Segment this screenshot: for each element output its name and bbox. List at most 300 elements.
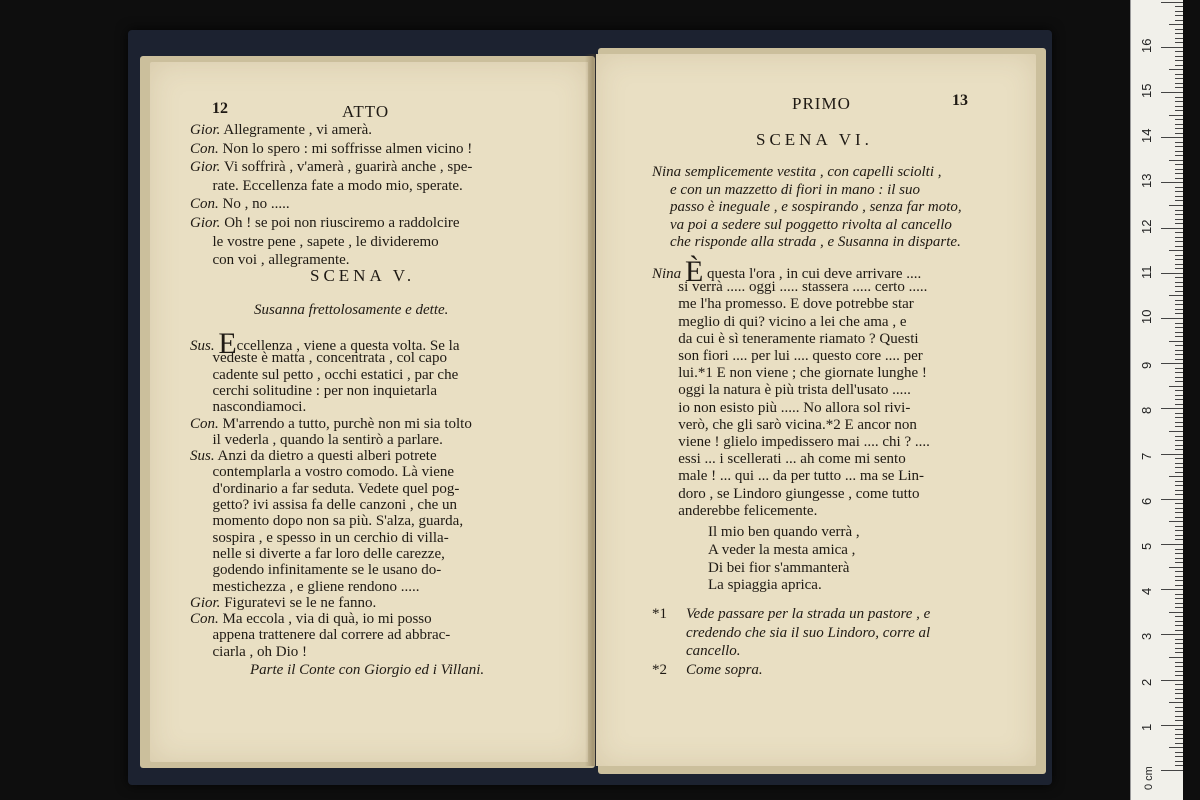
footnote-line [652,606,930,623]
speaker-name: Con. [190,196,219,213]
line-text: viene ! glielo impedissero mai .... chi ? .... [652,434,930,450]
text-line [652,382,911,399]
ruler-tick [1175,689,1183,690]
ruler-tick [1175,354,1183,355]
line-text: Allegramente , vi amerà. [220,122,373,138]
line-text: Anzi da dietro a questi alberi potrete [214,448,437,465]
text-line [190,530,449,547]
ruler-tick [1175,377,1183,378]
ruler-tick [1175,738,1183,739]
ruler-tick [1175,359,1183,360]
text-line [190,464,454,481]
ruler-tick [1175,404,1183,405]
drop-capital: E [218,327,237,360]
ruler-tick [1175,562,1183,563]
speaker-name: Sus. [190,448,215,465]
ruler-tick [1175,97,1183,98]
footnote-marker: *1 [652,606,667,622]
ruler-tick [1175,594,1183,595]
ruler-tick [1175,11,1183,12]
ruler-tick [1175,580,1183,581]
ruler-number: 9 [1139,361,1154,370]
text-line [190,627,450,644]
ruler-tick [1161,544,1183,545]
ruler-tick [1161,273,1183,274]
page-number: 13 [952,92,968,109]
ruler-tick [1175,300,1183,301]
text-line [652,314,907,331]
text-line [190,481,459,498]
text-line [652,348,923,365]
text-line: La spiaggia aprica. [708,577,822,594]
ruler-tick [1175,304,1183,305]
ruler-tick [1175,191,1183,192]
ruler-tick [1175,187,1183,188]
ruler-tick [1175,282,1183,283]
line-text: con voi , allegramente. [190,252,350,269]
text-line [190,122,372,139]
text-line [190,448,437,465]
ruler-tick [1161,499,1183,500]
ruler-tick [1175,440,1183,441]
text-line [652,486,919,503]
text-line [190,416,472,433]
ruler-tick [1175,241,1183,242]
ruler-tick [1175,101,1183,102]
ruler-tick [1169,431,1183,432]
ruler-tick [1175,684,1183,685]
line-text: cerchi solitudine : per non inquietarla [190,382,438,399]
ruler-tick [1175,74,1183,75]
ruler-tick [1175,83,1183,84]
running-head: PRIMO [792,94,851,113]
ruler-tick [1175,517,1183,518]
ruler-number: 16 [1139,38,1154,53]
ruler-tick [1175,553,1183,554]
line-text: appena trattenere dal correre ad abbrac- [190,627,451,644]
ruler-tick [1175,693,1183,694]
ruler-tick [1175,734,1183,735]
text-line [652,365,927,382]
ruler-number: 10 [1139,309,1154,324]
ruler-tick [1175,549,1183,550]
ruler-tick [1175,436,1183,437]
ruler-tick [1175,246,1183,247]
ruler-number: 14 [1139,128,1154,144]
ruler-tick [1175,381,1183,382]
page-number: 12 [212,100,228,117]
ruler-tick [1175,313,1183,314]
ruler-tick [1175,327,1183,328]
text-line [190,562,441,579]
left-page [150,62,588,762]
ruler-number: 13 [1139,173,1154,189]
ruler-tick [1175,458,1183,459]
text-line: passo è ineguale , e sospirando , senza far moto, [670,199,962,215]
line-text: anderebbe felicemente. [652,502,818,519]
footnote-text: credendo che sia il suo Lindoro, corre al [686,624,931,641]
ruler-tick [1175,372,1183,373]
ruler-tick [1175,503,1183,504]
ruler-tick [1175,219,1183,220]
ruler-tick [1175,761,1183,762]
ruler-tick [1175,78,1183,79]
ruler-tick [1169,521,1183,522]
ruler-tick [1175,173,1183,174]
ruler-tick [1175,60,1183,61]
text-line [652,468,924,485]
ruler-tick [1161,770,1183,771]
ruler-tick [1161,680,1183,681]
line-text: le vostre pene , sapete , le divideremo [190,233,439,250]
line-text: momento dopo non sa più. S'alza, guarda, [190,513,464,530]
ruler-number: 3 [1139,633,1154,641]
ruler-tick [1175,390,1183,391]
ruler-tick [1175,178,1183,179]
text-line [190,399,306,416]
footnote-marker: *2 [652,661,667,678]
ruler-tick [1175,291,1183,292]
ruler-tick [1175,42,1183,43]
ruler-tick [1175,6,1183,7]
speaker-name: Nina [652,266,682,282]
text-line [190,432,443,449]
text-line [652,451,906,468]
ruler-tick [1175,214,1183,215]
ruler-tick [1175,119,1183,120]
ruler-tick [1175,625,1183,626]
text-line [190,579,420,596]
stage-direction: Susanna frettolosamente e dette. [254,302,449,318]
ruler-tick [1175,332,1183,333]
ruler-tick [1161,318,1183,319]
line-text: mestichezza , e gliene rendono ..... [190,578,420,595]
ruler-number: 7 [1139,452,1154,460]
ruler-tick [1161,363,1183,364]
ruler-tick [1175,164,1183,165]
text-line: Nina semplicemente vestita , con capelli sciolti , [652,164,942,180]
text-line: Il mio ben quando verrà , [708,524,860,540]
ruler-tick [1175,399,1183,400]
ruler-tick [1175,286,1183,287]
ruler-tick [1161,92,1183,93]
ruler-tick [1175,33,1183,34]
ruler-tick [1175,142,1183,143]
ruler-tick [1161,137,1183,138]
text-line [652,417,917,434]
ruler-tick [1175,671,1183,672]
ruler-tick [1175,616,1183,617]
ruler-tick [1175,413,1183,414]
ruler-tick [1175,716,1183,717]
speaker-name: Gior. [190,159,221,176]
ruler-tick [1161,228,1183,229]
text-line [652,503,817,520]
speaker-name: Con. [190,140,219,157]
ruler-tick [1175,639,1183,640]
speaker-name: Gior. [190,122,221,138]
ruler-tick [1175,707,1183,708]
ruler-tick [1175,368,1183,369]
line-text: cadente sul petto , occhi estatici , par che [190,366,459,383]
ruler-tick [1161,634,1183,635]
ruler-tick [1175,277,1183,278]
ruler-tick [1175,485,1183,486]
ruler-tick [1175,675,1183,676]
ruler-tick [1175,643,1183,644]
line-text: da cui è sì teneramente riamato ? Questi [652,330,919,347]
ruler-tick [1175,607,1183,608]
footnote-line [652,625,930,642]
ruler-tick [1175,106,1183,107]
ruler-tick [1175,539,1183,540]
ruler-number: 5 [1139,542,1154,550]
ruler-tick [1175,426,1183,427]
speaker-name: Con. [190,415,219,432]
ruler-tick [1161,47,1183,48]
text-line [190,367,458,384]
line-text: ccellenza , viene a questa volta. Se la [236,338,460,354]
line-text: Figuratevi se le ne fanno. [220,594,377,611]
ruler-tick [1175,56,1183,57]
ruler-tick [1169,476,1183,477]
measuring-ruler [1130,0,1183,800]
ruler-tick [1175,151,1183,152]
ruler-tick [1161,589,1183,590]
ruler-tick [1175,652,1183,653]
ruler-tick [1175,576,1183,577]
ruler-tick [1175,345,1183,346]
ruler-tick [1175,630,1183,631]
ruler-tick [1175,232,1183,233]
ruler-tick [1175,196,1183,197]
ruler-tick [1169,295,1183,296]
ruler-tick [1175,526,1183,527]
ruler-tick [1175,467,1183,468]
ruler-tick [1175,481,1183,482]
ruler-tick [1161,182,1183,183]
ruler-tick [1169,24,1183,25]
text-line [190,178,463,195]
ruler-tick [1161,408,1183,409]
text-line [190,546,445,563]
line-text: Vi soffrirà , v'amerà , guarirà anche , spe- [220,159,473,176]
ruler-tick [1169,205,1183,206]
ruler-tick [1175,210,1183,211]
ruler-tick [1175,756,1183,757]
text-line [652,400,910,417]
text-line [190,513,463,530]
speaker-name: Con. [190,611,219,628]
drop-capital: È [684,255,704,288]
line-text: Oh ! se poi non riusciremo a raddolcire [220,215,460,231]
ruler-tick [1175,752,1183,753]
speaker-name: Gior. [190,215,221,231]
ruler-tick [1175,15,1183,16]
ruler-tick [1161,2,1183,3]
ruler-tick [1175,585,1183,586]
ruler-number: 15 [1139,83,1154,98]
ruler-tick [1175,51,1183,52]
ruler-tick [1175,169,1183,170]
text-line [190,350,447,367]
ruler-tick [1175,720,1183,721]
line-text: d'ordinario a far seduta. Vedete quel pog- [190,480,460,497]
ruler-tick [1175,128,1183,129]
speaker-name: Gior. [190,594,221,611]
ruler-tick [1175,29,1183,30]
line-text: questa l'ora , in cui deve arrivare .... [703,266,922,282]
ruler-tick [1175,417,1183,418]
line-text: nelle si diverte a far loro delle carezze, [190,545,445,562]
ruler-tick [1169,250,1183,251]
ruler-tick [1175,237,1183,238]
text-line [190,234,439,251]
ruler-tick [1175,255,1183,256]
ruler-tick [1161,725,1183,726]
footnote-text: Vede passare per la strada un pastore , e [686,606,931,622]
text-line [190,595,376,612]
text-line [652,279,927,296]
line-text: lui.*1 E non viene ; che giornate lunghe ! [652,365,927,382]
ruler-tick [1175,621,1183,622]
text-line [190,497,457,514]
ruler-tick [1169,160,1183,161]
ruler-tick [1175,146,1183,147]
speaker-name: Sus. [190,338,215,354]
line-text: Ma eccola , via di quà, io mi posso [218,611,432,628]
text-line [652,434,930,451]
ruler-number: 11 [1139,265,1154,279]
ruler-tick [1175,200,1183,201]
ruler-tick [1175,323,1183,324]
text-line [190,215,460,232]
line-text: getto? ivi assisa fa delle canzoni , che un [190,497,457,513]
text-line [190,383,437,400]
ruler-tick [1175,309,1183,310]
ruler-tick [1169,702,1183,703]
ruler-tick [1175,350,1183,351]
ruler-tick [1175,259,1183,260]
text-line: Di bei fior s'ammanterà [708,559,850,576]
line-text: io non esisto più ..... No allora sol rivi- [652,399,911,416]
ruler-tick [1175,530,1183,531]
footnote-text: cancello. [686,643,741,659]
exit-direction: Parte il Conte con Giorgio ed i Villani. [250,662,485,678]
line-text: meglio di qui? vicino a lei che ama , e [652,313,907,330]
ruler-tick [1175,223,1183,224]
ruler-tick [1175,268,1183,269]
line-text: essi ... i scellerati ... ah come mi sento [652,451,906,468]
ruler-number: 6 [1139,497,1154,505]
ruler-tick [1175,765,1183,766]
ruler-tick [1175,603,1183,604]
scene-heading: SCENA V. [310,266,416,285]
line-text: No , no ..... [218,196,290,213]
line-text: vedeste è matta , concentrata , col capo [190,350,447,367]
line-text: contemplarla a vostro comodo. Là viene [190,464,455,481]
line-text: Non lo spero : mi soffrisse almen vicino ! [218,140,473,157]
ruler-tick [1169,115,1183,116]
line-text: M'arrendo a tutto, purchè non mi sia tolto [218,415,472,432]
ruler-tick [1175,598,1183,599]
text-line: che risponde alla strada , e Susanna in disparte. [670,234,961,250]
ruler-tick [1161,454,1183,455]
ruler-tick [1175,558,1183,559]
ruler-tick [1169,567,1183,568]
footnote-line [652,662,763,679]
ruler-tick [1175,110,1183,111]
ruler-unit-label: 0 cm [1143,766,1155,790]
ruler-tick [1175,494,1183,495]
ruler-tick [1175,445,1183,446]
ruler-tick [1175,648,1183,649]
ruler-tick [1169,612,1183,613]
line-text: oggi la natura è più trista dell'usato ..... [652,382,911,399]
ruler-tick [1175,662,1183,663]
line-text: sospira , e spesso in un cerchio di villa- [190,529,449,546]
ruler-tick [1175,508,1183,509]
footnote-text: Come sopra. [686,661,763,678]
line-text: il vederla , quando la sentirò a parlare. [190,431,443,448]
ruler-number: 12 [1139,219,1154,234]
scene-heading: SCENA VI. [756,130,873,149]
ruler-tick [1175,698,1183,699]
ruler-tick [1175,336,1183,337]
ruler-tick [1175,65,1183,66]
ruler-tick [1175,87,1183,88]
ruler-tick [1175,535,1183,536]
ruler-tick [1169,69,1183,70]
line-text: me l'ha promesso. E dove potrebbe star [652,296,914,313]
ruler-tick [1175,449,1183,450]
ruler-tick [1175,490,1183,491]
text-line [652,331,919,348]
line-text: doro , se Lindoro giungesse , come tutto [652,485,920,502]
text-line: va poi a sedere sul poggetto rivolta al cancello [670,216,952,233]
ruler-tick [1175,264,1183,265]
ruler-tick [1175,20,1183,21]
line-text: godendo infinitamente se le usano do- [190,562,442,579]
ruler-number: 1 [1139,723,1154,731]
ruler-tick [1175,743,1183,744]
ruler-tick [1175,124,1183,125]
text-line [190,141,472,158]
ruler-tick [1175,666,1183,667]
ruler-tick [1175,711,1183,712]
footnote-line [652,643,741,660]
ruler-number: 8 [1139,407,1154,415]
ruler-tick [1175,395,1183,396]
line-text: male ! ... qui ... da per tutto ... ma se Lin- [652,468,925,485]
ruler-tick [1169,386,1183,387]
right-page [596,54,1036,766]
running-head: ATTO [342,102,390,121]
ruler-tick [1175,133,1183,134]
line-text: rate. Eccellenza fate a modo mio, sperate. [190,177,463,194]
text-line [652,296,914,313]
ruler-tick [1175,155,1183,156]
ruler-tick [1175,512,1183,513]
line-text: nascondiamoci. [190,399,307,416]
line-text: verò, che gli sarò vicina.*2 E ancor non [652,416,917,433]
ruler-tick [1175,472,1183,473]
line-text: si verrà ..... oggi ..... stassera ..... certo ..... [652,279,928,296]
text-line: A veder la mesta amica , [708,541,856,558]
text-line [190,159,472,176]
ruler-tick [1169,657,1183,658]
text-line [190,644,307,661]
